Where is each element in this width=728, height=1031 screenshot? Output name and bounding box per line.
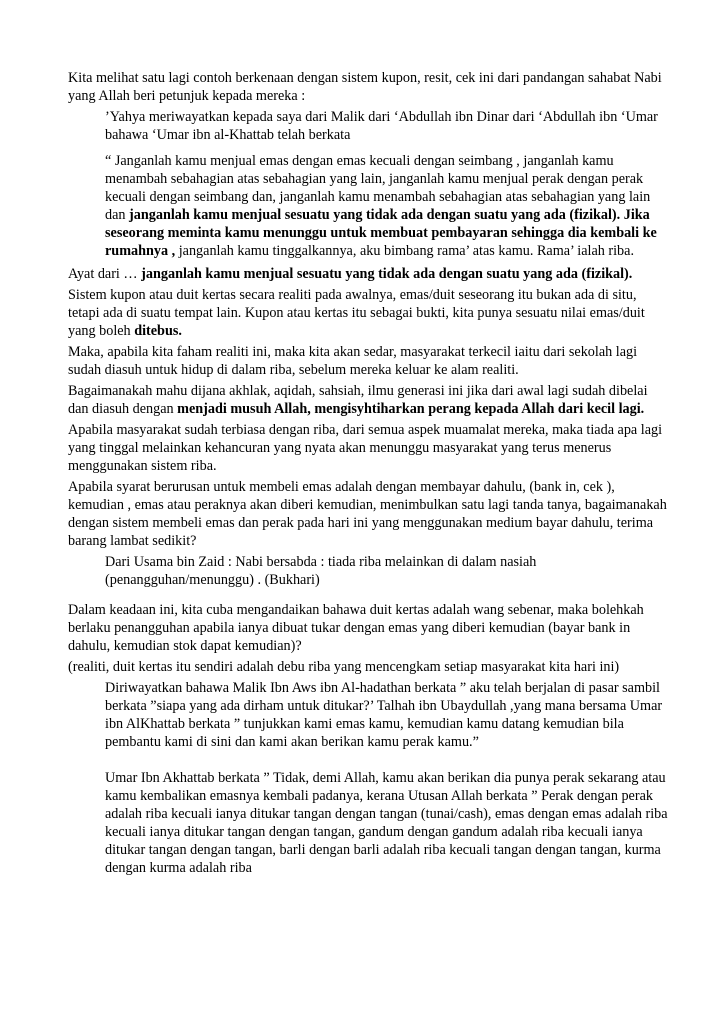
paragraph-payment-terms: Apabila syarat berurusan untuk membeli emas adalah dengan membayar dahulu, (bank in, cek ), kemudian , emas atau peraknya akan diberi kemudian, menimbulkan satu lagi tanda tanya, bagaimanakah dengan sistem membeli emas dan perak pada hari ini yang menggunakan medium bayar dahulu, terima barang lambat sedikit? <box>68 479 667 549</box>
quote-umar-text-a: “ Janganlah kamu menjual emas dengan emas kecuali dengan seimbang , janganlah kamu menambah sebahagian atas sebahagian yang lain, janganlah kamu menjual perak dengan perak kecuali dengan seimbang dan, janganlah kamu menambah sebahagian atas sebahagian yang lain dan <box>105 153 651 223</box>
coupon-text: Sistem kupon atau duit kertas secara realiti pada awalnya, emas/duit seseorang itu bukan ada di situ, tetapi ada di suatu tempat lain. Kupon atau kertas itu sebagai bukti, kita punya sesuatu nilai emas/duit yang boleh <box>68 287 645 339</box>
quote-umar-saying <box>105 152 668 260</box>
coupon-bold-word: ditebus. <box>134 323 182 339</box>
generation-bold-text: menjadi musuh Allah, mengisyhtiharkan perang kepada Allah dari kecil lagi. <box>177 401 645 417</box>
quote-umar-text-c: janganlah kamu tinggalkannya, aku bimbang rama’ atas kamu. Rama’ ialah riba. <box>175 243 634 259</box>
quote-umar-reply: Umar Ibn Akhattab berkata ” Tidak, demi Allah, kamu akan berikan dia punya perak sekarang atau kamu kembalikan emasnya kembali padanya, kerana Utusan Allah berkata ” Perak dengan perak adalah riba kecuali ianya ditukar tangan dengan tangan (tunai/cash), emas dengan emas adalah riba kecuali ianya ditukar tangan dengan tangan, gandum dengan gandum adalah riba kecuali ianya ditukar tangan dengan tangan, barli dengan barli adalah riba kecuali tangan dengan tangan, kurma dengan kurma adalah riba <box>105 770 668 876</box>
quote-malik-ibn-aws: Diriwayatkan bahawa Malik Ibn Aws ibn Al-hadathan berkata ” aku telah berjalan di pasar sambil berkata ”siapa yang ada dirham untuk ditukar?’ Talhah ibn Ubaydullah ,yang mana bersama Umar ibn AlKhattab berkata ” tunjukkan kami emas kamu, kemudian kamu datang kemudian bila pembantu kami di sini dan kami akan berikan kamu perak kamu.” <box>105 680 663 750</box>
paragraph-generation <box>68 382 668 418</box>
paragraph-society-riba: Apabila masyarakat sudah terbiasa dengan riba, dari semua aspek muamalat mereka, maka tiada apa lagi yang tinggal melainkan kehancuran yang nyata akan menunggu masyarakat yang terus menerus menggunakan sistem riba. <box>68 422 663 474</box>
document-page <box>68 69 668 877</box>
generation-text: Bagaimanakah mahu dijana akhlak, aqidah, sahsiah, ilmu generasi ini jika dari awal lagi sudah dibelai dan diasuh dengan <box>68 383 648 417</box>
paragraph-reality-note: (realiti, duit kertas itu sendiri adalah debu riba yang mencengkam setiap masyarakat kita hari ini) <box>68 659 620 675</box>
quote-umar-bold-text: janganlah kamu menjual sesuatu yang tidak ada dengan suatu yang ada (fizikal). Jika seseorang meminta kamu menunggu untuk membuat pembayaran sehingga dia kembali ke rumahnya , <box>105 207 657 259</box>
paragraph-coupon-system <box>68 286 668 340</box>
paragraph-reality: Maka, apabila kita faham realiti ini, maka kita akan sedar, masyarakat terkecil iaitu dari sekolah lagi sudah diasuh untuk hidup di dalam riba, sebelum mereka keluar ke alam realiti. <box>68 344 638 378</box>
paragraph-paper-money: Dalam keadaan ini, kita cuba mengandaikan bahawa duit kertas adalah wang sebenar, maka bolehkah berlaku penangguhan apabila ianya dibuat tukar dengan emas yang diberi kemudian (bayar bank in dahulu, kemudian stok dapat kemudian)? <box>68 602 644 654</box>
verse-bold-text: janganlah kamu menjual sesuatu yang tidak ada dengan suatu yang ada (fizikal). <box>141 266 633 282</box>
paragraph-verse-from <box>68 265 668 283</box>
spacer <box>68 594 668 601</box>
quote-usama-hadith: Dari Usama bin Zaid : Nabi bersabda : tiada riba melainkan di dalam nasiah (penangguhan/menunggu) . (Bukhari) <box>105 554 537 588</box>
quote-yahya-narration: ’Yahya meriwayatkan kepada saya dari Malik dari ‘Abdullah ibn Dinar dari ‘Abdullah ibn ‘Umar bahawa ‘Umar ibn al-Khattab telah berkata <box>105 109 658 143</box>
paragraph-intro: Kita melihat satu lagi contoh berkenaan dengan sistem kupon, resit, cek ini dari pandangan sahabat Nabi yang Allah beri petunjuk kepada mereka : <box>68 70 662 104</box>
verse-prefix: Ayat dari … <box>68 266 142 282</box>
